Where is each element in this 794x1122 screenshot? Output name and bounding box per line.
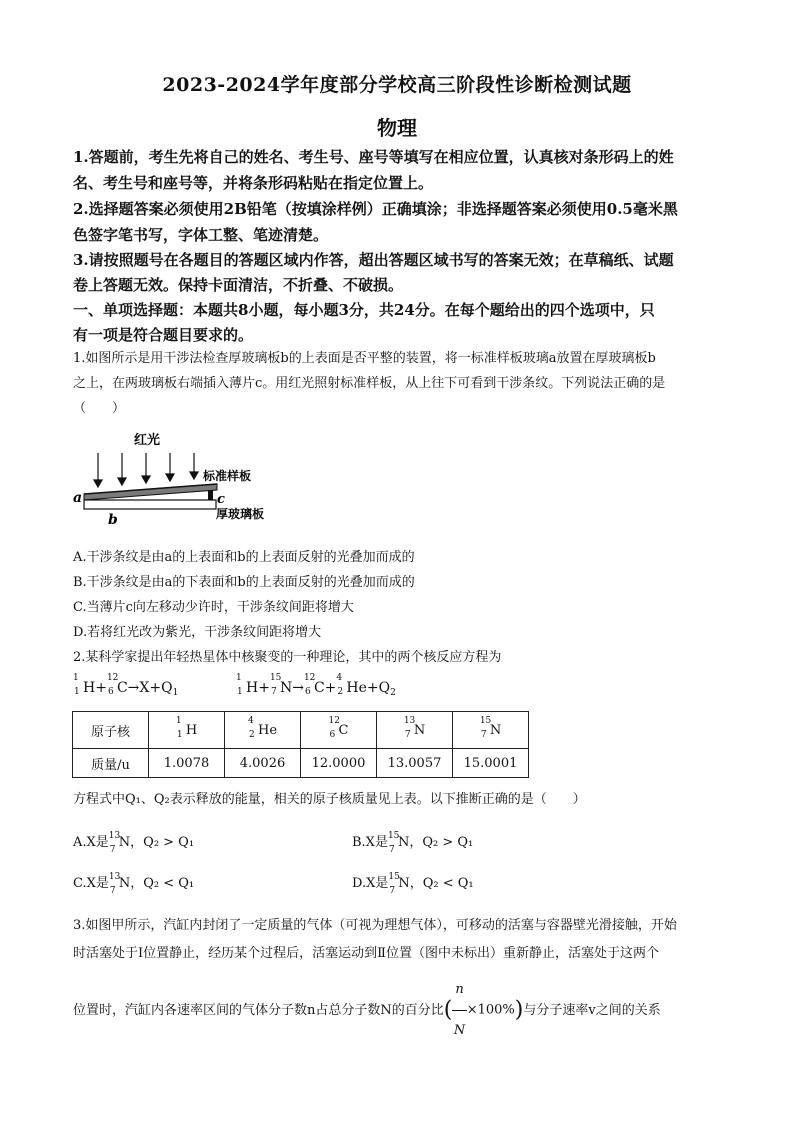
table-cell: 15.0001 — [453, 749, 529, 778]
q1-option-d: D.若将红光改为紫光，干涉条纹间距将增大 — [73, 625, 322, 640]
q3-stem-formula-line: 位置时，汽缸内各速率区间的气体分子数n占总分子数N的百分比( $\frac{n}{N}$ ×100%)与分子速率v之间的关系 — [73, 970, 723, 1051]
table-cell: 质量/u — [73, 749, 149, 778]
q3-stem: 3.如图甲所示，汽缸内封闭了一定质量的气体（可视为理想气体），可移动的活塞与容器壁光滑接触，开始 — [73, 918, 677, 933]
instruction-line: 名、考生号和座号等，并将条形码粘贴在指定位置上。 — [73, 174, 434, 192]
label-b: b — [108, 512, 118, 528]
q1-option-a: A.干涉条纹是由a的上表面和b的上表面反射的光叠加而成的 — [73, 550, 415, 565]
q2-option-a: A.X是 13 7 N，Q₂ > Q₁ — [73, 831, 195, 855]
thick-plate-label: 厚玻璃板 — [216, 507, 265, 521]
section-heading: 有一项是符合题目要求的。 — [73, 326, 254, 344]
table-cell: 13.0057 — [377, 749, 453, 778]
q2-option-d: D.X是 15 7 N，Q₂ < Q₁ — [352, 872, 474, 896]
q2-option-c: C.X是 13 7 N，Q₂ < Q₁ — [73, 872, 195, 896]
exam-title: 2023-2024学年度部分学校高三阶段性诊断检测试题 — [162, 74, 632, 96]
q2-stem: 2.某科学家提出年轻热星体中核聚变的一种理论，其中的两个核反应方程为 — [73, 650, 502, 665]
instruction-line: 1.答题前，考生先将自己的姓名、考生号、座号等填写在相应位置，认真核对条形码上的姓 — [73, 148, 674, 166]
label-c: c — [217, 492, 225, 507]
interference-figure — [72, 428, 292, 528]
table-header-cell: 12 6 C — [301, 712, 377, 749]
table-header-cell: 4 2 He — [225, 712, 301, 749]
instruction-line: 3.请按照题号在各题目的答题区域内作答，超出答题区域书写的答案无效；在草稿纸、试题 — [73, 251, 674, 269]
red-light-label: 红光 — [134, 433, 161, 448]
nuclear-mass-table — [72, 711, 529, 778]
q1-stem: 之上，在两玻璃板右端插入薄片c。用红光照射标准样板，从上往下可看到干涉条纹。下列说法正确的是 — [73, 376, 666, 391]
q2-prompt: 方程式中Q₁、Q₂表示释放的能量，相关的原子核质量见上表。以下推断正确的是（ ） — [73, 792, 586, 807]
label-a: a — [73, 490, 83, 506]
table-header-cell: 1 1 H — [149, 712, 225, 749]
table-header-cell: 原子核 — [73, 712, 149, 749]
table-cell: 12.0000 — [301, 749, 377, 778]
standard-plate-label: 标准样板 — [203, 469, 252, 483]
q3-stem: 时活塞处于Ⅰ位置静止，经历某个过程后，活塞运动到Ⅱ位置（图中未标出）重新静止，活塞处于这两个 — [73, 946, 659, 961]
table-header-cell: 13 7 N — [377, 712, 453, 749]
table-cell: 1.0078 — [149, 749, 225, 778]
q2-option-b: B.X是 15 7 N，Q₂ > Q₁ — [352, 831, 474, 855]
q1-stem: 1.如图所示是用干涉法检查厚玻璃板b的上表面是否平整的装置，将一标准样板玻璃a放置在厚玻璃板b — [73, 351, 656, 366]
subject-title: 物理 — [377, 116, 417, 140]
table-header-cell: 15 7 N — [453, 712, 529, 749]
instruction-line: 色签字笔书写，字体工整、笔迹清楚。 — [73, 226, 329, 244]
q1-option-b: B.干涉条纹是由a的下表面和b的上表面反射的光叠加而成的 — [73, 575, 415, 590]
instruction-line: 卷上答题无效。保持卡面清洁，不折叠、不破损。 — [73, 276, 404, 294]
reaction-equation-1: 1 1 H+ 12 6 $C\to X+Q_1$ — [73, 673, 179, 698]
section-heading: 一、单项选择题：本题共8小题，每小题3分，共24分。在每个题给出的四个选项中，只 — [73, 301, 655, 319]
q1-stem: （ ） — [73, 401, 126, 416]
instruction-line: 2.选择题答案必须使用2B铅笔（按填涂样例）正确填涂；非选择题答案必须使用0.5毫米黑 — [73, 200, 678, 218]
q1-option-c: C.当薄片c向左移动少许时，干涉条纹间距将增大 — [73, 600, 354, 615]
table-cell: 4.0026 — [225, 749, 301, 778]
reaction-equation-2: 1 1 H+ 15 7 N→ 12 6 C+ 4 2 $He+Q_2$ — [236, 673, 396, 698]
